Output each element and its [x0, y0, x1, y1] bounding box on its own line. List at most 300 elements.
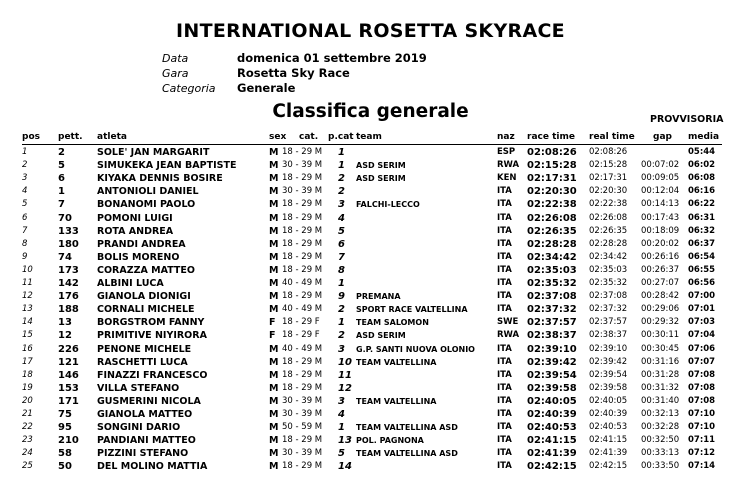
cell-naz: ITA: [497, 448, 512, 459]
cell-atleta: DEL MOLINO MATTIA: [97, 461, 208, 473]
table-row: [0, 329, 741, 342]
cell-sex: M: [269, 343, 279, 355]
race-info: [162, 51, 427, 96]
cell-pcat: 13: [338, 435, 352, 447]
cell-media: 07:07: [688, 356, 716, 367]
cell-gap: 00:32:50: [641, 435, 680, 446]
cell-race: 02:40:05: [527, 395, 577, 407]
table-row: [0, 382, 741, 395]
cell-atleta: PRANDI ANDREA: [97, 238, 186, 250]
cell-pos: 12: [22, 291, 33, 302]
info-date-row: [162, 51, 427, 66]
race-label: Gara: [162, 67, 189, 80]
cell-real: 02:17:31: [589, 173, 628, 184]
cell-cat: 40 - 49 M: [282, 278, 323, 288]
cell-cat: 18 - 29 M: [282, 173, 323, 184]
col-pos: pos: [22, 132, 40, 142]
cell-real: 02:40:05: [589, 395, 628, 406]
cell-sex: M: [269, 461, 279, 473]
cell-pcat: 1: [338, 278, 345, 289]
col-real-time: real time: [589, 132, 635, 142]
cell-pcat: 3: [338, 395, 345, 407]
cell-sex: M: [269, 291, 279, 303]
cell-pett: 7: [58, 199, 65, 211]
cell-naz: ITA: [497, 304, 512, 315]
cell-pett: 95: [58, 422, 72, 434]
col-media: media: [688, 132, 720, 142]
cell-race: 02:34:42: [527, 251, 577, 263]
col-cat: cat.: [299, 132, 319, 142]
cell-pcat: 9: [338, 291, 345, 303]
table-row: [0, 277, 741, 290]
cell-team: G.P. SANTI NUOVA OLONIO: [356, 344, 475, 354]
cell-gap: 00:14:13: [641, 199, 680, 210]
cell-gap: 00:12:04: [641, 186, 680, 197]
cell-gap: 00:31:32: [641, 382, 680, 393]
cell-pos: 7: [22, 225, 28, 236]
table-row: [0, 159, 741, 172]
cell-race: 02:39:58: [527, 382, 577, 394]
cell-pett: 1: [58, 186, 65, 198]
cell-naz: ITA: [497, 382, 512, 393]
cell-pett: 176: [58, 291, 79, 303]
cell-real: 02:39:58: [589, 382, 628, 393]
race-value: Rosetta Sky Race: [237, 66, 350, 80]
cell-cat: 40 - 49 M: [282, 304, 323, 315]
col-pett: pett.: [58, 132, 83, 142]
cell-pcat: 3: [338, 199, 345, 211]
table-row: [0, 369, 741, 382]
table-row: [0, 290, 741, 303]
cell-atleta: SOLE' JAN MARGARIT: [97, 147, 210, 158]
cell-pos: 20: [22, 395, 33, 406]
cell-atleta: SIMUKEKA JEAN BAPTISTE: [97, 160, 237, 172]
cell-cat: 18 - 29 M: [282, 369, 323, 380]
cell-media: 07:01: [688, 304, 716, 315]
cell-gap: 00:33:50: [641, 461, 680, 472]
cell-naz: ITA: [497, 422, 512, 433]
cell-atleta: BONANOMI PAOLO: [97, 199, 196, 211]
cell-pett: 180: [58, 238, 79, 250]
cell-race: 02:15:28: [527, 160, 577, 172]
cell-pcat: 1: [338, 147, 345, 158]
cell-pett: 75: [58, 409, 72, 420]
category-label: Categoria: [162, 82, 216, 95]
table-row: [0, 460, 741, 473]
cell-sex: M: [269, 435, 279, 447]
table-row: [0, 395, 741, 408]
cell-sex: M: [269, 264, 279, 276]
cell-atleta: GUSMERINI NICOLA: [97, 395, 201, 407]
table-row: [0, 251, 741, 264]
cell-cat: 18 - 29 M: [282, 291, 323, 302]
cell-pett: 173: [58, 264, 79, 276]
cell-pos: 1: [22, 147, 28, 157]
cell-gap: 00:26:37: [641, 264, 680, 275]
cell-team: ASD SERIM: [356, 174, 406, 184]
cell-race: 02:39:10: [527, 343, 577, 355]
cell-pos: 24: [22, 448, 33, 459]
cell-naz: SWE: [497, 317, 519, 328]
cell-atleta: VILLA STEFANO: [97, 382, 180, 394]
cell-atleta: PENONE MICHELE: [97, 343, 192, 355]
cell-cat: 30 - 39 M: [282, 160, 323, 171]
cell-cat: 18 - 29 M: [282, 264, 323, 275]
cell-pett: 50: [58, 461, 72, 473]
cell-pos: 21: [22, 409, 33, 419]
cell-pett: 171: [58, 395, 79, 407]
cell-pos: 15: [22, 330, 33, 341]
cell-gap: 00:07:02: [641, 160, 680, 171]
cell-naz: KEN: [497, 173, 517, 184]
date-value: domenica 01 settembre 2019: [237, 51, 427, 65]
col-naz: naz: [497, 132, 515, 142]
cell-naz: ITA: [497, 435, 512, 446]
cell-media: 07:08: [688, 369, 716, 380]
cell-media: 07:03: [688, 317, 716, 328]
cell-pcat: 6: [338, 238, 345, 250]
cell-cat: 18 - 29 M: [282, 225, 323, 236]
table-row: [0, 316, 741, 329]
cell-media: 07:11: [688, 435, 716, 446]
cell-pcat: 1: [338, 317, 345, 329]
cell-atleta: GIANOLA DIONIGI: [97, 291, 191, 303]
date-label: Data: [162, 52, 189, 65]
cell-sex: M: [269, 395, 279, 407]
cell-cat: 18 - 29 M: [282, 199, 323, 210]
cell-team: ASD SERIM: [356, 331, 406, 341]
cell-real: 02:37:32: [589, 304, 628, 315]
cell-pett: 12: [58, 330, 72, 342]
cell-sex: M: [269, 422, 279, 434]
table-row: [0, 356, 741, 369]
cell-real: 02:35:03: [589, 264, 628, 275]
cell-sex: M: [269, 160, 279, 172]
cell-naz: ITA: [497, 395, 512, 406]
cell-pett: 13: [58, 317, 72, 329]
cell-pcat: 5: [338, 448, 345, 460]
cell-real: 02:20:30: [589, 186, 628, 197]
cell-media: 06:08: [688, 173, 716, 184]
cell-naz: RWA: [497, 160, 520, 171]
cell-real: 02:40:53: [589, 422, 628, 433]
cell-sex: M: [269, 369, 279, 381]
cell-cat: 18 - 29 M: [282, 212, 323, 223]
cell-pett: 2: [58, 147, 65, 158]
cell-pett: 121: [58, 356, 79, 368]
cell-media: 06:31: [688, 212, 716, 223]
cell-real: 02:37:57: [589, 317, 628, 328]
cell-sex: M: [269, 199, 279, 211]
cell-sex: M: [269, 251, 279, 263]
cell-pos: 4: [22, 186, 28, 197]
cell-naz: ITA: [497, 199, 512, 210]
cell-sex: M: [269, 225, 279, 237]
cell-race: 02:41:39: [527, 448, 577, 460]
cell-atleta: ALBINI LUCA: [97, 278, 164, 289]
cell-sex: M: [269, 304, 279, 316]
cell-race: 02:37:57: [527, 317, 577, 329]
col-race-time: race time: [527, 132, 575, 142]
cell-race: 02:38:37: [527, 330, 577, 342]
cell-atleta: GIANOLA MATTEO: [97, 409, 193, 420]
cell-team: SPORT RACE VALTELLINA: [356, 305, 468, 315]
cell-race: 02:42:15: [527, 461, 577, 473]
cell-gap: 00:27:07: [641, 278, 680, 288]
cell-pcat: 12: [338, 382, 352, 394]
cell-atleta: ANTONIOLI DANIEL: [97, 186, 199, 198]
cell-gap: 00:29:06: [641, 304, 680, 315]
cell-sex: M: [269, 173, 279, 185]
cell-real: 02:40:39: [589, 409, 628, 419]
cell-pos: 10: [22, 264, 33, 275]
cell-naz: ITA: [497, 461, 512, 472]
cell-pos: 9: [22, 251, 28, 262]
cell-team: TEAM VALTELLINA ASD: [356, 449, 458, 459]
cell-cat: 30 - 39 M: [282, 186, 323, 197]
col-atleta: atleta: [97, 132, 127, 142]
cell-real: 02:41:39: [589, 448, 628, 459]
cell-media: 06:55: [688, 264, 716, 275]
table-row: [0, 408, 741, 421]
cell-gap: 00:26:16: [641, 251, 680, 262]
cell-pett: 188: [58, 304, 79, 316]
cell-race: 02:22:38: [527, 199, 577, 211]
table-row: [0, 264, 741, 277]
cell-pcat: 5: [338, 225, 345, 237]
cell-atleta: BORGSTROM FANNY: [97, 317, 205, 329]
cell-pcat: 2: [338, 330, 345, 342]
cell-gap: 00:31:40: [641, 395, 680, 406]
cell-sex: F: [269, 317, 276, 329]
cell-pcat: 14: [338, 461, 352, 473]
cell-sex: F: [269, 330, 276, 342]
table-row: [0, 447, 741, 460]
table-row: [0, 146, 741, 159]
col-sex: sex: [269, 132, 287, 142]
cell-pos: 18: [22, 369, 33, 380]
cell-team: TEAM VALTELLINA ASD: [356, 423, 458, 433]
cell-race: 02:40:39: [527, 409, 577, 420]
cell-gap: 00:29:32: [641, 317, 680, 328]
cell-pos: 16: [22, 343, 33, 354]
cell-media: 07:08: [688, 395, 716, 406]
cell-atleta: PRIMITIVE NIYIRORA: [97, 330, 207, 342]
cell-pett: 58: [58, 448, 72, 460]
cell-pos: 11: [22, 278, 33, 288]
cell-naz: RWA: [497, 330, 520, 341]
cell-gap: 00:32:28: [641, 422, 680, 433]
cell-atleta: BOLIS MORENO: [97, 251, 180, 263]
cell-pcat: 8: [338, 264, 345, 276]
cell-naz: ITA: [497, 212, 512, 223]
cell-media: 07:08: [688, 382, 716, 393]
header-divider: [22, 144, 722, 145]
cell-pett: 5: [58, 160, 65, 172]
cell-sex: M: [269, 409, 279, 420]
cell-media: 06:02: [688, 160, 716, 171]
cell-media: 07:12: [688, 448, 716, 459]
col-team: team: [356, 132, 382, 142]
cell-cat: 18 - 29 M: [282, 382, 323, 393]
cell-cat: 18 - 29 F: [282, 317, 320, 328]
cell-pett: 74: [58, 251, 72, 263]
cell-naz: ITA: [497, 225, 512, 236]
cell-media: 07:14: [688, 461, 716, 472]
table-row: [0, 212, 741, 225]
cell-real: 02:28:28: [589, 238, 628, 249]
cell-race: 02:39:54: [527, 369, 577, 381]
cell-pett: 6: [58, 173, 65, 185]
cell-team: POL. PAGNONA: [356, 436, 424, 446]
cell-real: 02:15:28: [589, 160, 628, 171]
cell-media: 06:16: [688, 186, 716, 197]
event-title: INTERNATIONAL ROSETTA SKYRACE: [176, 20, 565, 42]
cell-race: 02:41:15: [527, 435, 577, 447]
table-row: [0, 172, 741, 185]
cell-gap: 00:09:05: [641, 173, 680, 184]
col-pcat: p.cat: [328, 132, 354, 142]
cell-race: 02:37:32: [527, 304, 577, 316]
cell-pett: 210: [58, 435, 79, 447]
cell-team: TEAM VALTELLINA: [356, 357, 437, 367]
cell-atleta: POMONI LUIGI: [97, 212, 173, 224]
cell-race: 02:35:32: [527, 278, 577, 289]
table-header: [0, 131, 741, 144]
cell-real: 02:38:37: [589, 330, 628, 341]
cell-real: 02:08:26: [589, 147, 628, 157]
cell-pcat: 1: [338, 160, 345, 172]
table-row: [0, 198, 741, 211]
cell-naz: ITA: [497, 343, 512, 354]
cell-atleta: RASCHETTI LUCA: [97, 356, 188, 368]
cell-pcat: 2: [338, 304, 345, 316]
cell-race: 02:26:08: [527, 212, 577, 224]
cell-pos: 19: [22, 382, 33, 393]
cell-cat: 30 - 39 M: [282, 409, 323, 419]
cell-race: 02:17:31: [527, 173, 577, 185]
cell-cat: 18 - 29 M: [282, 435, 323, 446]
cell-sex: M: [269, 278, 279, 289]
table-row: [0, 238, 741, 251]
info-category-row: [162, 81, 427, 96]
cell-naz: ITA: [497, 186, 512, 197]
cell-real: 02:42:15: [589, 461, 628, 472]
cell-race: 02:28:28: [527, 238, 577, 250]
cell-pett: 226: [58, 343, 79, 355]
cell-sex: M: [269, 147, 279, 158]
cell-naz: ITA: [497, 356, 512, 367]
cell-real: 02:39:54: [589, 369, 628, 380]
cell-gap: 00:31:16: [641, 356, 680, 367]
cell-pos: 23: [22, 435, 33, 446]
cell-atleta: CORAZZA MATTEO: [97, 264, 195, 276]
cell-cat: 18 - 29 M: [282, 356, 323, 367]
ranking-heading: Classifica generale: [272, 101, 469, 122]
cell-pos: 17: [22, 356, 33, 367]
cell-real: 02:39:10: [589, 343, 628, 354]
cell-team: PREMANA: [356, 292, 401, 302]
cell-real: 02:26:08: [589, 212, 628, 223]
cell-sex: M: [269, 356, 279, 368]
cell-sex: M: [269, 382, 279, 394]
cell-gap: 00:28:42: [641, 291, 680, 302]
cell-team: ASD SERIM: [356, 161, 406, 171]
cell-real: 02:34:42: [589, 251, 628, 262]
cell-pett: 153: [58, 382, 79, 394]
cell-pos: 6: [22, 212, 28, 223]
cell-real: 02:39:42: [589, 356, 628, 367]
cell-naz: ESP: [497, 147, 516, 157]
cell-pos: 22: [22, 422, 33, 433]
cell-pos: 14: [22, 317, 33, 328]
cell-cat: 18 - 29 M: [282, 147, 323, 157]
cell-naz: ITA: [497, 369, 512, 380]
cell-media: 07:04: [688, 330, 716, 341]
cell-real: 02:37:08: [589, 291, 628, 302]
cell-sex: M: [269, 448, 279, 460]
cell-real: 02:26:35: [589, 225, 628, 236]
cell-atleta: ROTA ANDREA: [97, 225, 174, 237]
cell-pett: 70: [58, 212, 72, 224]
cell-team: TEAM VALTELLINA: [356, 396, 437, 406]
cell-cat: 18 - 29 M: [282, 251, 323, 262]
cell-cat: 40 - 49 M: [282, 343, 323, 354]
cell-real: 02:35:32: [589, 278, 628, 288]
cell-pos: 25: [22, 461, 33, 472]
cell-pcat: 1: [338, 422, 345, 434]
cell-pos: 2: [22, 160, 28, 171]
cell-race: 02:20:30: [527, 186, 577, 198]
table-row: [0, 225, 741, 238]
cell-cat: 30 - 39 M: [282, 395, 323, 406]
cell-gap: 00:17:43: [641, 212, 680, 223]
cell-cat: 50 - 59 M: [282, 422, 323, 433]
cell-pett: 133: [58, 225, 79, 237]
cell-pos: 5: [22, 199, 28, 210]
cell-gap: 00:33:13: [641, 448, 680, 459]
cell-media: 07:06: [688, 343, 716, 354]
table-row: [0, 185, 741, 198]
cell-pcat: 4: [338, 212, 345, 224]
cell-real: 02:41:15: [589, 435, 628, 446]
category-value: Generale: [237, 81, 296, 95]
cell-race: 02:35:03: [527, 264, 577, 276]
cell-media: 06:56: [688, 278, 716, 288]
cell-atleta: KIYAKA DENNIS BOSIRE: [97, 173, 223, 185]
cell-gap: 00:30:45: [641, 343, 680, 354]
cell-race: 02:39:42: [527, 356, 577, 368]
table-row: [0, 421, 741, 434]
cell-cat: 18 - 29 M: [282, 238, 323, 249]
info-race-row: [162, 66, 427, 81]
cell-atleta: SONGINI DARIO: [97, 422, 181, 434]
cell-cat: 18 - 29 F: [282, 330, 320, 341]
cell-gap: 00:32:13: [641, 409, 680, 419]
cell-naz: ITA: [497, 238, 512, 249]
cell-media: 07:00: [688, 291, 716, 302]
col-gap: gap: [653, 132, 672, 142]
cell-pcat: 11: [338, 369, 352, 381]
cell-pcat: 7: [338, 251, 345, 263]
cell-pcat: 3: [338, 343, 345, 355]
cell-naz: ITA: [497, 264, 512, 275]
cell-media: 06:22: [688, 199, 716, 210]
cell-atleta: FINAZZI FRANCESCO: [97, 369, 208, 381]
cell-atleta: PANDIANI MATTEO: [97, 435, 196, 447]
cell-naz: ITA: [497, 291, 512, 302]
cell-gap: 00:18:09: [641, 225, 680, 236]
